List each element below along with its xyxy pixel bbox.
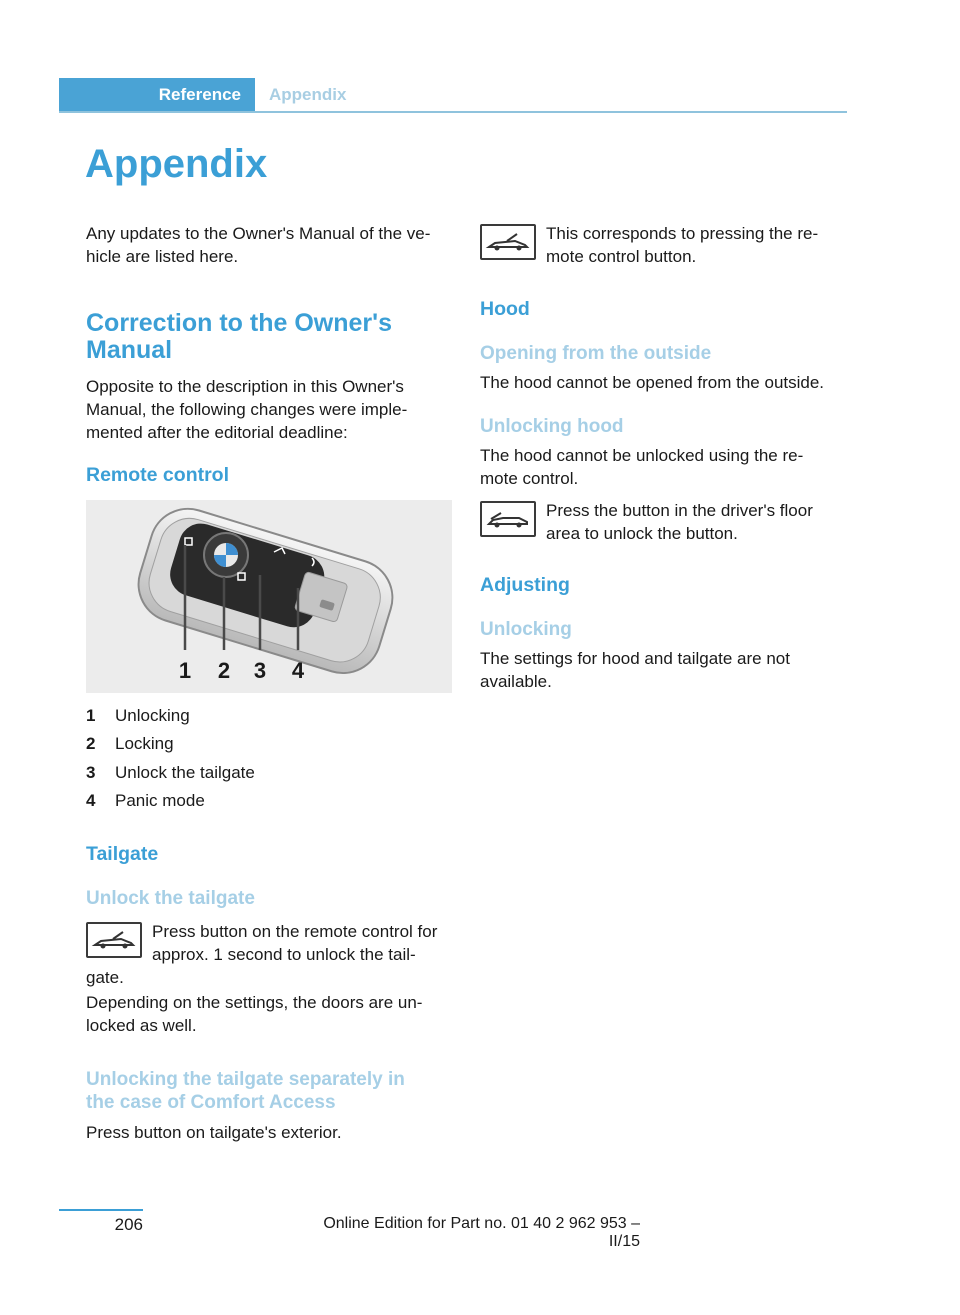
list-item <box>86 789 456 817</box>
adjusting-heading: Adjusting <box>480 574 570 596</box>
unlocking-hood-text <box>480 444 850 490</box>
list-item-number: 1 <box>86 706 96 725</box>
doors-note <box>86 991 456 1037</box>
intro-line: hicle are listed here. <box>86 247 239 266</box>
text-line: Manual, the following changes were imple- <box>86 400 408 419</box>
list-item-number: 3 <box>86 762 96 782</box>
heading-line: Correction to the Owner's <box>86 309 392 337</box>
text-line: Press button on the remote control for <box>152 922 438 941</box>
remote-button-list <box>86 704 456 817</box>
list-item-number: 2 <box>86 734 96 754</box>
intro-line: Any updates to the Owner's Manual of the ve- <box>86 224 431 243</box>
correction-heading <box>86 310 456 364</box>
unlock-tailgate-text <box>152 920 457 966</box>
text-line: This corresponds to pressing the re- <box>546 224 819 243</box>
comfort-access-text: Press button on tailgate's exterior. <box>86 1123 342 1142</box>
intro-paragraph <box>86 222 456 268</box>
header-section-tab[interactable]: Reference <box>59 78 255 111</box>
list-item-number: 4 <box>86 790 96 810</box>
heading-line: Unlocking the tailgate separately in <box>86 1069 405 1090</box>
text-line: Press the button in the driver's floor <box>546 501 813 520</box>
floor-button-note <box>546 499 846 545</box>
opening-from-outside-heading: Opening from the outside <box>480 343 712 364</box>
comfort-access-heading <box>86 1068 456 1114</box>
callout-number: 1 <box>178 658 192 683</box>
footer-rule <box>59 1209 143 1211</box>
heading-line: Manual <box>86 336 173 364</box>
unlock-tailgate-heading: Unlock the tailgate <box>86 888 255 909</box>
unlocking-hood-heading: Unlocking hood <box>480 416 624 437</box>
text-line: mote control. <box>480 469 579 488</box>
opening-from-outside-text: The hood cannot be opened from the outside. <box>480 373 825 392</box>
list-item-label: Panic mode <box>115 790 205 810</box>
text-line: area to unlock the button. <box>546 524 738 543</box>
adjusting-text <box>480 647 850 693</box>
edition-note: Online Edition for Part no. 01 40 2 962 953 – II/15 <box>323 1215 640 1250</box>
correction-text <box>86 375 456 444</box>
text-line: mote control button. <box>546 247 697 266</box>
text-line: The hood cannot be unlocked using the re- <box>480 446 804 465</box>
tailgate-button-icon <box>480 224 536 260</box>
text-line: The settings for hood and tailgate are not <box>480 649 790 668</box>
list-item-label: Locking <box>115 734 174 754</box>
text-line: available. <box>480 672 552 691</box>
callout-number: 2 <box>217 658 231 683</box>
text-line: approx. 1 second to unlock the tail- <box>152 945 416 964</box>
text-line: Depending on the settings, the doors are un- <box>86 993 423 1012</box>
callout-number: 3 <box>253 658 267 683</box>
text-line: locked as well. <box>86 1016 197 1035</box>
callout-number: 4 <box>291 658 305 683</box>
page-number: 206 <box>114 1215 143 1234</box>
remote-control-heading: Remote control <box>86 464 230 486</box>
page-title: Appendix <box>85 142 268 186</box>
list-item <box>86 761 456 789</box>
list-item <box>86 732 456 760</box>
header-chapter-tab[interactable]: Appendix <box>269 85 347 104</box>
remote-note <box>546 222 846 268</box>
hood-heading: Hood <box>480 298 530 320</box>
unlock-tailgate-text-end: gate. <box>86 968 124 987</box>
tailgate-heading: Tailgate <box>86 843 159 865</box>
text-line: Opposite to the description in this Owner's <box>86 377 404 396</box>
list-item-label: Unlocking <box>115 706 190 725</box>
list-item <box>86 704 456 732</box>
list-item-label: Unlock the tailgate <box>115 762 255 782</box>
tailgate-button-icon <box>86 922 142 958</box>
header-rule <box>59 111 847 113</box>
remote-control-image <box>86 500 452 693</box>
text-line: mented after the editorial deadline: <box>86 423 348 442</box>
adjusting-unlocking-heading: Unlocking <box>480 619 572 640</box>
heading-line: the case of Comfort Access <box>86 1092 336 1113</box>
remote-key-fob-illustration <box>86 500 452 693</box>
hood-button-icon <box>480 501 536 537</box>
